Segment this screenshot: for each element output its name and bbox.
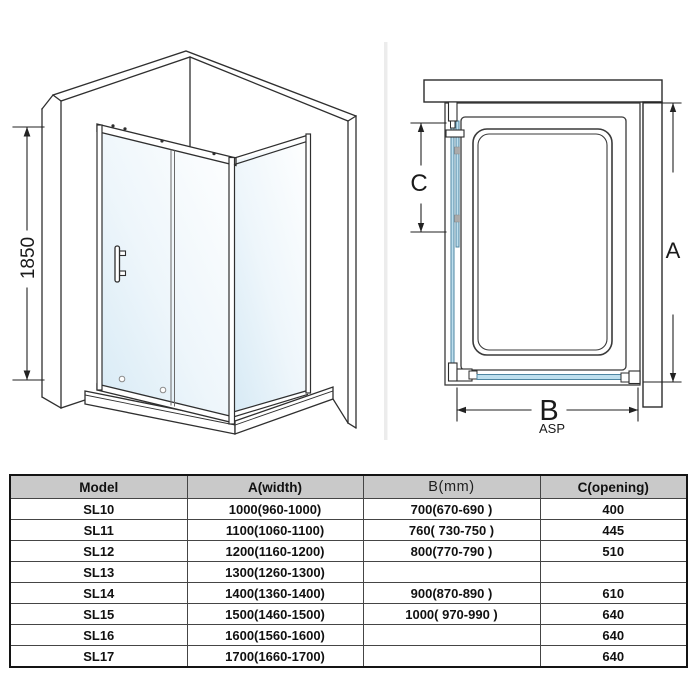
cell-b bbox=[363, 625, 540, 646]
cell-c: 400 bbox=[540, 499, 687, 520]
cell-model: SL17 bbox=[10, 646, 187, 668]
panel-seam bbox=[384, 42, 388, 440]
spec-row-sl17 bbox=[10, 646, 687, 668]
cell-c: 640 bbox=[540, 646, 687, 668]
handle-pin bbox=[120, 271, 126, 276]
cell-model: SL15 bbox=[10, 604, 187, 625]
col-header-model: Model bbox=[10, 475, 187, 499]
asp-label: ASP bbox=[538, 421, 566, 436]
arrow-up-icon bbox=[24, 127, 31, 137]
wall-top-inner-edge bbox=[61, 57, 348, 121]
cell-b bbox=[363, 646, 540, 668]
end-profile-large bbox=[629, 371, 640, 384]
side-panel-glass bbox=[234, 138, 310, 412]
wall-top-plan bbox=[424, 80, 662, 102]
spec-row-sl15 bbox=[10, 604, 687, 625]
front-corner-post bbox=[229, 158, 235, 425]
dim-b-label: B bbox=[539, 395, 559, 427]
handle-bar bbox=[115, 246, 120, 282]
left-wall-profile bbox=[97, 125, 102, 390]
isometric-view bbox=[13, 51, 356, 434]
cell-c: 445 bbox=[540, 520, 687, 541]
dim-c-label: C bbox=[410, 170, 428, 197]
dim-C bbox=[410, 123, 446, 232]
right-wall-band bbox=[348, 116, 356, 428]
arrow-down-icon bbox=[24, 371, 31, 381]
cell-model: SL14 bbox=[10, 583, 187, 604]
profile-notch bbox=[451, 121, 456, 128]
cell-a-width: 1000(960-1000) bbox=[187, 499, 363, 520]
cell-model: SL16 bbox=[10, 625, 187, 646]
end-profile-small bbox=[621, 373, 629, 382]
spec-table-header-row bbox=[10, 475, 687, 499]
spec-row-sl11 bbox=[10, 520, 687, 541]
spec-row-sl14 bbox=[10, 583, 687, 604]
dim-B bbox=[457, 388, 638, 436]
cell-model: SL10 bbox=[10, 499, 187, 520]
dim-a-label: A bbox=[665, 238, 681, 263]
arrow-down-icon bbox=[418, 223, 424, 232]
cell-c: 640 bbox=[540, 625, 687, 646]
spec-row-sl12 bbox=[10, 541, 687, 562]
cell-a-width: 1200(1160-1200) bbox=[187, 541, 363, 562]
cell-c: 510 bbox=[540, 541, 687, 562]
left-wall-band bbox=[42, 101, 61, 408]
tray-outline bbox=[461, 117, 626, 370]
cell-a-width: 1600(1560-1600) bbox=[187, 625, 363, 646]
plan-view bbox=[410, 80, 681, 436]
side-back-post bbox=[306, 134, 311, 393]
cell-a-width: 1500(1460-1500) bbox=[187, 604, 363, 625]
cell-model: SL12 bbox=[10, 541, 187, 562]
roller-block bbox=[455, 215, 460, 222]
cell-a-width: 1300(1260-1300) bbox=[187, 562, 363, 583]
cell-b: 700(670-690 ) bbox=[363, 499, 540, 520]
cell-b: 760( 730-750 ) bbox=[363, 520, 540, 541]
cell-model: SL11 bbox=[10, 520, 187, 541]
spec-row-sl16 bbox=[10, 625, 687, 646]
left-wall-top-cap bbox=[42, 95, 61, 109]
side-panel-glass-plan bbox=[477, 375, 621, 380]
cell-c: 640 bbox=[540, 604, 687, 625]
arrow-up-icon bbox=[418, 123, 424, 132]
bottom-roller-icon bbox=[119, 376, 125, 382]
height-dimension bbox=[13, 127, 44, 380]
cell-c: 610 bbox=[540, 583, 687, 604]
cell-a-width: 1700(1660-1700) bbox=[187, 646, 363, 668]
col-header-c-opening: C(opening) bbox=[540, 475, 687, 499]
corner-profile-vertical bbox=[449, 363, 458, 381]
spec-row-sl13 bbox=[10, 562, 687, 583]
cell-a-width: 1100(1060-1100) bbox=[187, 520, 363, 541]
handle-pin bbox=[120, 251, 126, 256]
arrow-down-icon bbox=[670, 373, 676, 382]
cell-b: 800(770-790 ) bbox=[363, 541, 540, 562]
spec-table bbox=[9, 474, 688, 668]
cell-b: 900(870-890 ) bbox=[363, 583, 540, 604]
spec-row-sl10 bbox=[10, 499, 687, 520]
fixed-glass-plan bbox=[451, 123, 454, 367]
cell-c bbox=[540, 562, 687, 583]
arrow-left-icon bbox=[457, 407, 466, 413]
side-panel-plan bbox=[477, 371, 640, 384]
height-dimension-label: 1850 bbox=[18, 236, 39, 280]
col-header-a-width: A(width) bbox=[187, 475, 363, 499]
arrow-up-icon bbox=[670, 103, 676, 112]
col-header-b: B(mm) bbox=[363, 475, 540, 499]
wall-right-plan bbox=[643, 102, 662, 407]
cell-b: 1000( 970-990 ) bbox=[363, 604, 540, 625]
arrow-right-icon bbox=[629, 407, 638, 413]
corner-profile-cap bbox=[469, 371, 477, 379]
roller-block bbox=[455, 147, 460, 154]
cell-b bbox=[363, 562, 540, 583]
wall-bracket bbox=[446, 130, 464, 137]
door-glass-plan bbox=[456, 121, 459, 247]
bottom-roller-icon bbox=[160, 387, 166, 393]
cell-a-width: 1400(1360-1400) bbox=[187, 583, 363, 604]
wall-profile-top bbox=[449, 102, 458, 121]
cell-model: SL13 bbox=[10, 562, 187, 583]
